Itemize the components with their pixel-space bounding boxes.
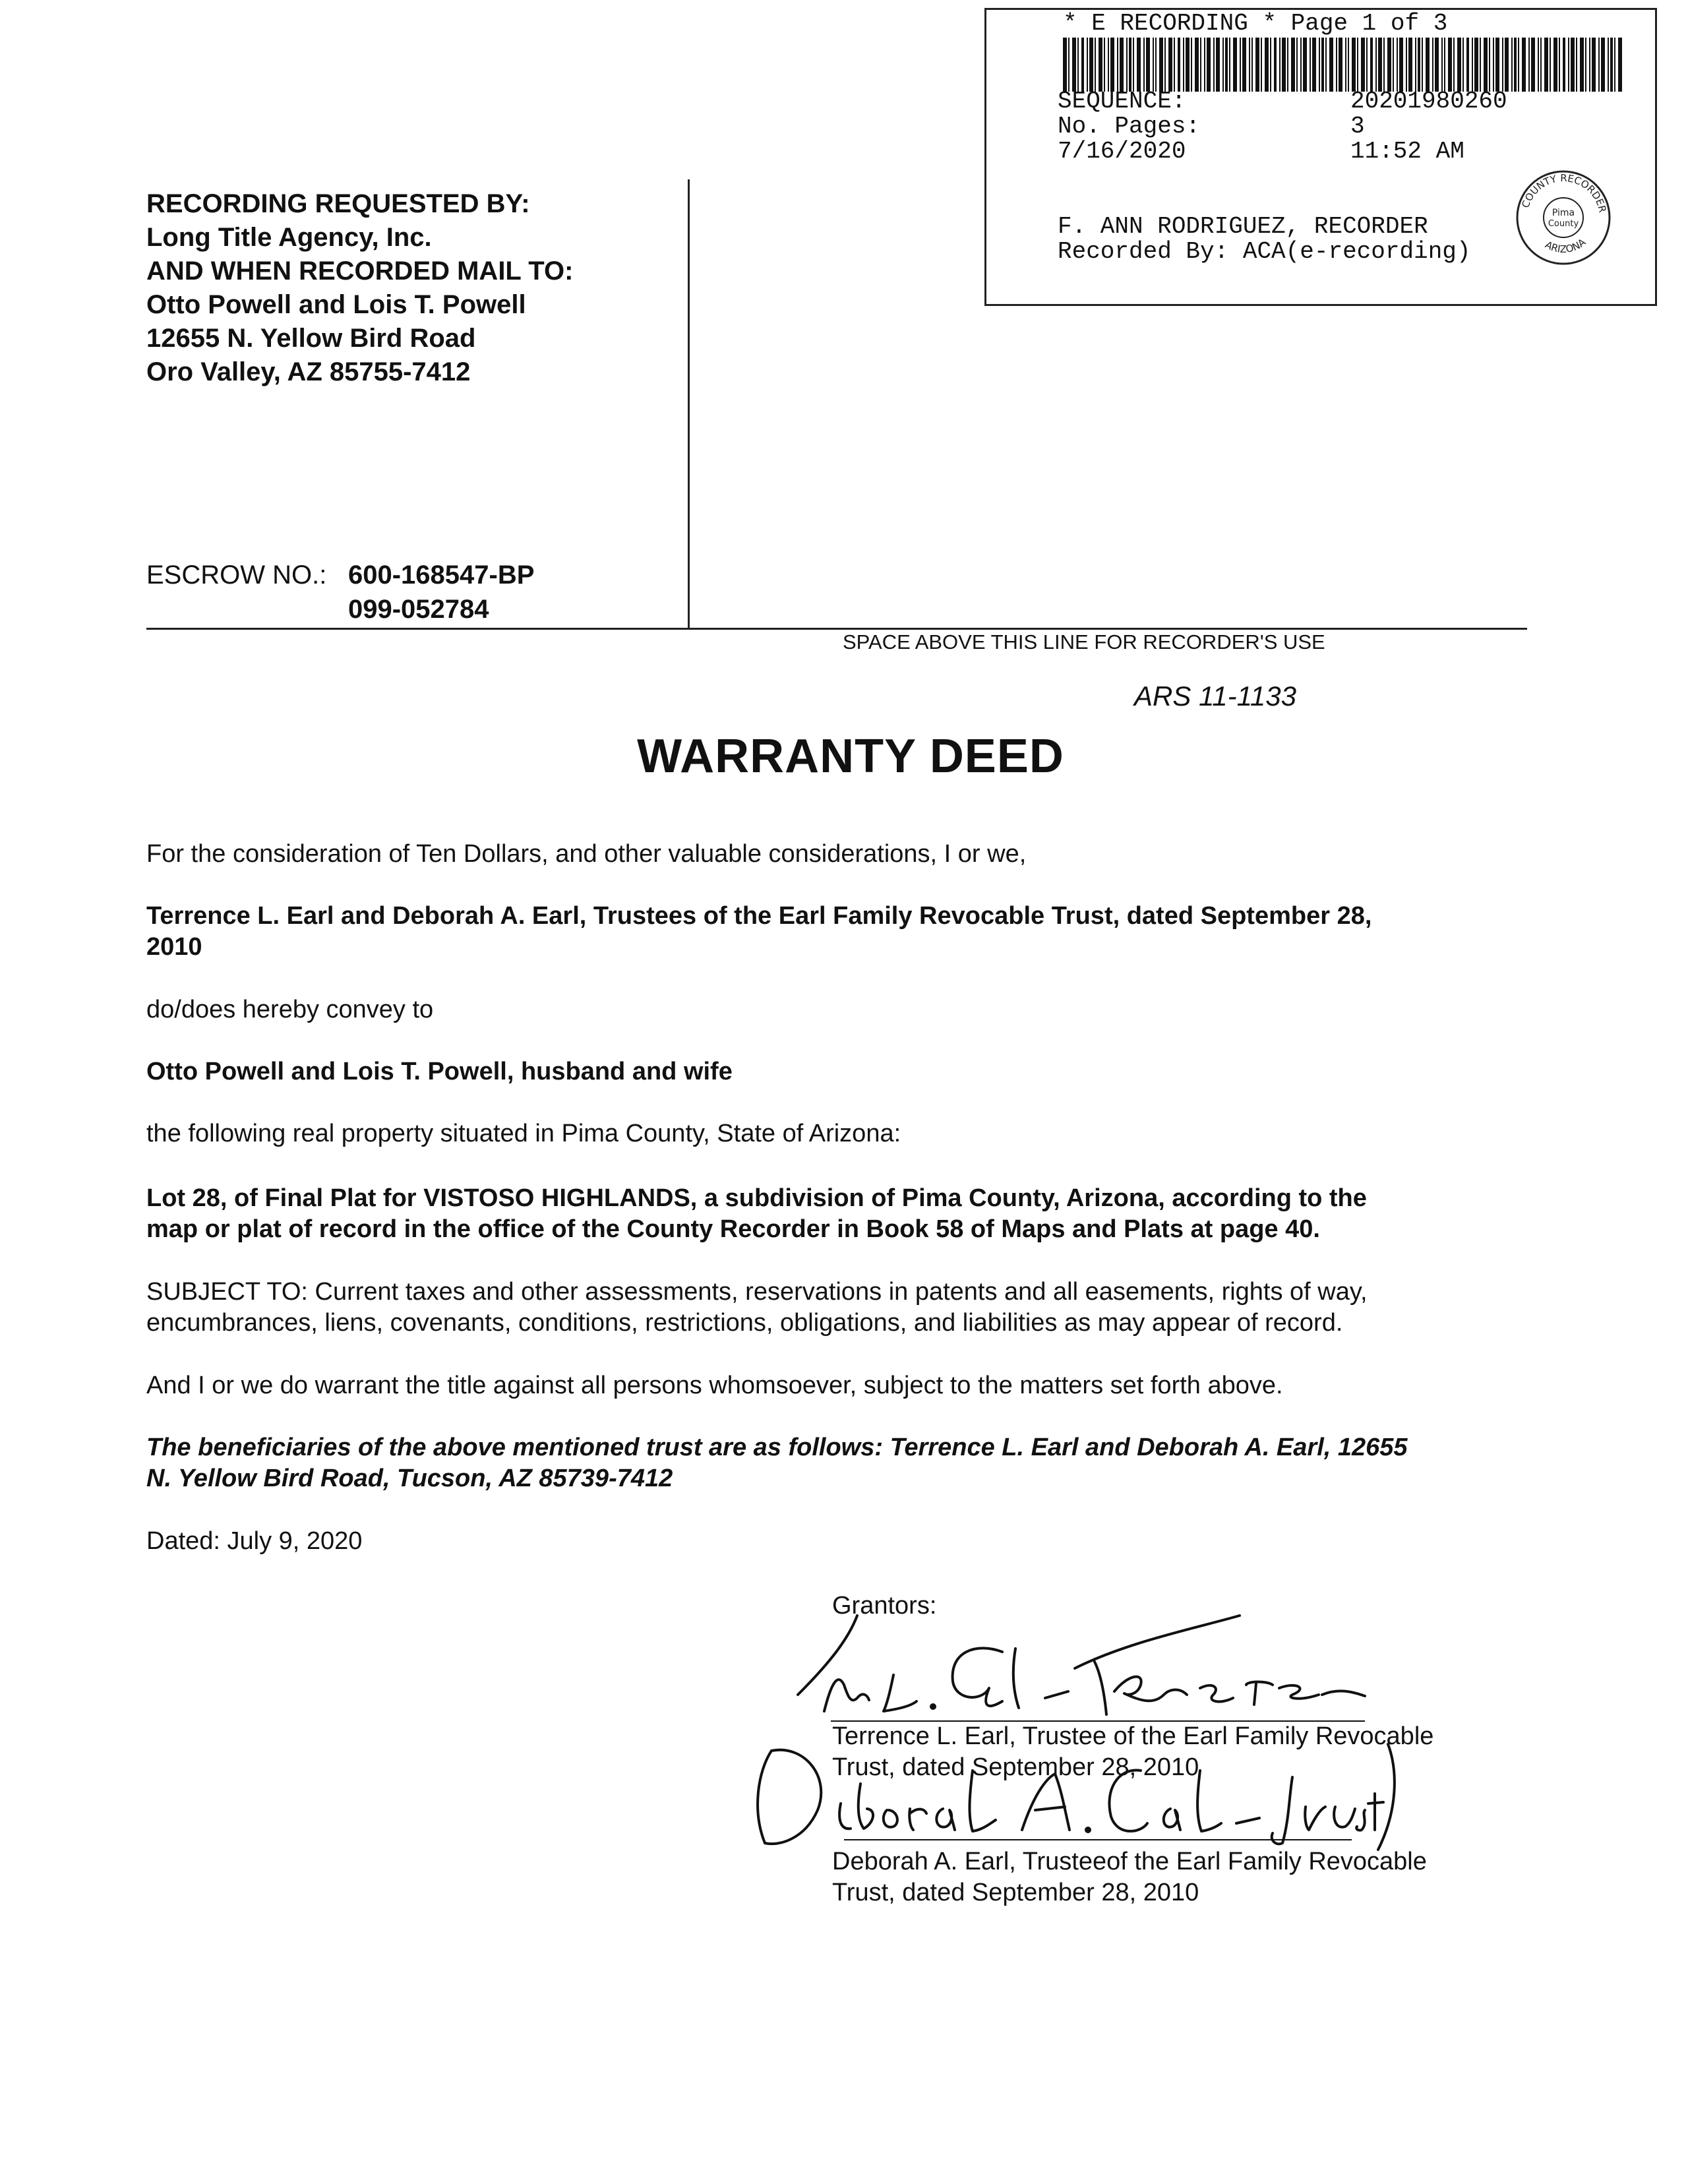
barcode-bar	[1216, 38, 1220, 92]
barcode-bar	[1287, 38, 1288, 92]
barcode-bar	[1255, 38, 1259, 92]
mail-to-city: Oro Valley, AZ 85755-7412	[146, 357, 471, 386]
barcode-bar	[1195, 38, 1199, 92]
barcode-bar	[1081, 38, 1084, 92]
barcode-bar	[1155, 38, 1157, 92]
barcode-bar	[1495, 38, 1499, 92]
barcode-bar	[1108, 38, 1109, 92]
barcode-bar	[1540, 38, 1542, 92]
barcode-bar	[1453, 38, 1455, 92]
barcode-bar	[1213, 38, 1215, 92]
grantors-line-2: 2010	[146, 933, 202, 961]
barcode-bar	[1580, 38, 1584, 92]
barcode-bar	[1099, 38, 1102, 92]
barcode-bar	[1518, 38, 1519, 92]
barcode-bar	[1387, 38, 1391, 92]
barcode-bar	[1514, 38, 1517, 92]
barcode-bar	[1339, 38, 1342, 92]
recorder-name: F. ANN RODRIGUEZ, RECORDER	[1058, 213, 1428, 240]
convey-text: do/does hereby convey to	[146, 996, 434, 1023]
barcode-bar	[1366, 38, 1368, 92]
barcode-bar	[1370, 38, 1373, 92]
barcode-bar	[1291, 38, 1295, 92]
svg-text:County: County	[1548, 219, 1579, 229]
legal-description-line-2: map or plat of record in the office of the County Recorder in Book 58 of Maps and Plats at page 40.	[146, 1215, 1320, 1243]
barcode-bar	[1559, 38, 1560, 92]
requested-by: Long Title Agency, Inc.	[146, 223, 432, 252]
record-date: 7/16/2020	[1058, 138, 1186, 165]
barcode-bar	[1087, 38, 1088, 92]
barcode-bar	[1383, 38, 1385, 92]
barcode-bar	[1472, 38, 1473, 92]
subject-to-line-1: SUBJECT TO: Current taxes and other assessments, reservations in patents and all easements, rights of way,	[146, 1278, 1368, 1306]
barcode-bar	[1089, 38, 1093, 92]
barcode	[1063, 38, 1625, 92]
barcode-bar	[1129, 38, 1131, 92]
recorder-stamp	[984, 8, 1657, 306]
barcode-bar	[1110, 38, 1114, 92]
barcode-bar	[1325, 38, 1327, 92]
barcode-bar	[1225, 38, 1228, 92]
statute-reference: ARS 11-1133	[1134, 681, 1296, 712]
document-title: WARRANTY DEED	[637, 730, 1064, 783]
signer2-line-2: Trust, dated September 28, 2010	[832, 1879, 1199, 1906]
barcode-bar	[1466, 38, 1469, 92]
barcode-bar	[1207, 38, 1211, 92]
barcode-bar	[1312, 38, 1316, 92]
barcode-bar	[1415, 38, 1416, 92]
barcode-bar	[1143, 38, 1145, 92]
barcode-bar	[1200, 38, 1201, 92]
barcode-bar	[1063, 38, 1067, 92]
barcode-bar	[1457, 38, 1461, 92]
dated-text: Dated: July 9, 2020	[146, 1527, 363, 1555]
barcode-bar	[1117, 38, 1118, 92]
grantors-label: Grantors:	[832, 1592, 937, 1620]
barcode-bar	[1422, 38, 1423, 92]
barcode-bar	[1240, 38, 1241, 92]
requested-by-label: RECORDING REQUESTED BY:	[146, 189, 530, 218]
escrow-number-secondary: 099-052784	[348, 595, 489, 624]
barcode-bar	[1296, 38, 1298, 92]
beneficiaries-line-1: The beneficiaries of the above mentioned trust are as follows: Terrence L. Earl and Deborah A. Earl, 12655	[146, 1434, 1408, 1461]
barcode-bar	[1480, 38, 1481, 92]
barcode-bar	[1432, 38, 1433, 92]
barcode-bar	[1502, 38, 1503, 92]
barcode-bar	[1397, 38, 1398, 92]
barcode-bar	[1489, 38, 1490, 92]
barcode-bar	[1618, 38, 1622, 92]
barcode-bar	[1120, 38, 1124, 92]
escrow-number: 600-168547-BP	[348, 561, 535, 590]
barcode-bar	[1592, 38, 1596, 92]
barcode-bar	[1448, 38, 1452, 92]
signature-deborah-earl	[745, 1731, 1404, 1856]
barcode-bar	[1375, 38, 1377, 92]
barcode-bar	[1544, 38, 1548, 92]
barcode-bar	[1310, 38, 1311, 92]
barcode-bar	[1598, 38, 1600, 92]
barcode-bar	[1178, 38, 1180, 92]
barcode-bar	[1242, 38, 1246, 92]
barcode-bar	[1418, 38, 1420, 92]
signer2-line-1: Deborah A. Earl, Trusteeof the Earl Family Revocable	[832, 1848, 1427, 1875]
barcode-bar	[1095, 38, 1096, 92]
barcode-bar	[1399, 38, 1403, 92]
barcode-bar	[1183, 38, 1184, 92]
county-seal-icon	[1514, 168, 1613, 267]
barcode-bar	[1164, 38, 1166, 92]
barcode-bar	[1072, 38, 1076, 92]
barcode-bar	[1303, 38, 1307, 92]
barcode-bar	[1531, 38, 1535, 92]
pages-label: No. Pages:	[1058, 113, 1201, 140]
barcode-bar	[1522, 38, 1526, 92]
barcode-bar	[1576, 38, 1577, 92]
barcode-bar	[1406, 38, 1407, 92]
barcode-bar	[1378, 38, 1382, 92]
barcode-bar	[1352, 38, 1356, 92]
barcode-bar	[1282, 38, 1286, 92]
barcode-bar	[1585, 38, 1586, 92]
barcode-bar	[1068, 38, 1070, 92]
barcode-bar	[1126, 38, 1128, 92]
mail-to-street: 12655 N. Yellow Bird Road	[146, 324, 476, 353]
signer1-line-2: Trust, dated September 28, 2010	[832, 1753, 1199, 1781]
barcode-bar	[1474, 38, 1478, 92]
barcode-bar	[1441, 38, 1443, 92]
barcode-bar	[1270, 38, 1271, 92]
barcode-bar	[1444, 38, 1445, 92]
barcode-bar	[1528, 38, 1530, 92]
recorder-use-note: SPACE ABOVE THIS LINE FOR RECORDER'S USE	[843, 630, 1325, 653]
grantees: Otto Powell and Lois T. Powell, husband and wife	[146, 1058, 733, 1085]
barcode-bar	[1279, 38, 1281, 92]
barcode-bar	[1153, 38, 1154, 92]
svg-text:ARIZONA: ARIZONA	[1543, 236, 1588, 255]
barcode-bar	[1568, 38, 1569, 92]
barcode-bar	[1608, 38, 1609, 92]
barcode-bar	[1435, 38, 1439, 92]
stamp-header: * E RECORDING * Page 1 of 3	[1063, 10, 1448, 37]
mail-to-label: AND WHEN RECORDED MAIL TO:	[146, 257, 574, 286]
barcode-bar	[1357, 38, 1358, 92]
barcode-bar	[1229, 38, 1230, 92]
barcode-bar	[1511, 38, 1513, 92]
barcode-bar	[1361, 38, 1365, 92]
barcode-bar	[1348, 38, 1349, 92]
svg-text:COUNTY RECORDER: COUNTY RECORDER	[1519, 171, 1609, 214]
sequence-label: SEQUENCE:	[1058, 88, 1186, 115]
barcode-bar	[1274, 38, 1277, 92]
recording-block	[146, 187, 573, 389]
barcode-bar	[1484, 38, 1488, 92]
barcode-bar	[1614, 38, 1615, 92]
barcode-bar	[1393, 38, 1394, 92]
consideration-text: For the consideration of Ten Dollars, and other valuable considerations, I or we,	[146, 840, 1027, 868]
barcode-bar	[1538, 38, 1539, 92]
barcode-bar	[1426, 38, 1430, 92]
barcode-bar	[1319, 38, 1320, 92]
beneficiaries-line-2: N. Yellow Bird Road, Tucson, AZ 85739-7412	[146, 1465, 673, 1492]
barcode-bar	[1462, 38, 1464, 92]
recorded-by: Recorded By: ACA(e-recording)	[1058, 238, 1471, 265]
svg-text:Pima: Pima	[1552, 208, 1575, 218]
barcode-bar	[1168, 38, 1172, 92]
sequence-value: 20201980260	[1350, 88, 1507, 115]
situated-text: the following real property situated in Pima County, State of Arizona:	[146, 1120, 901, 1147]
recorder-use-line	[146, 628, 1527, 630]
barcode-bar	[1249, 38, 1250, 92]
pages-value: 3	[1350, 113, 1365, 140]
barcode-bar	[1493, 38, 1494, 92]
barcode-bar	[1408, 38, 1412, 92]
barcode-bar	[1553, 38, 1557, 92]
escrow-label: ESCROW NO.:	[146, 561, 327, 590]
barcode-bar	[1146, 38, 1150, 92]
warranty-text: And I or we do warrant the title against all persons whomsoever, subject to the matters set forth above.	[146, 1372, 1283, 1399]
barcode-bar	[1300, 38, 1302, 92]
barcode-bar	[1610, 38, 1613, 92]
signature-terrence-earl	[785, 1596, 1404, 1734]
barcode-bar	[1186, 38, 1190, 92]
header-divider-vertical	[688, 179, 690, 629]
grantors-line-1: Terrence L. Earl and Deborah A. Earl, Trustees of the Earl Family Revocable Trust, dated September 28,	[146, 902, 1372, 930]
barcode-bar	[1265, 38, 1269, 92]
barcode-bar	[1589, 38, 1590, 92]
barcode-bar	[1104, 38, 1105, 92]
barcode-bar	[1336, 38, 1337, 92]
barcode-bar	[1159, 38, 1163, 92]
barcode-bar	[1550, 38, 1551, 92]
barcode-bar	[1251, 38, 1253, 92]
barcode-bar	[1191, 38, 1192, 92]
barcode-bar	[1261, 38, 1262, 92]
barcode-bar	[1505, 38, 1509, 92]
signer1-line-1: Terrence L. Earl, Trustee of the Earl Family Revocable	[832, 1722, 1434, 1750]
barcode-bar	[1174, 38, 1175, 92]
barcode-bar	[1329, 38, 1333, 92]
barcode-bar	[1077, 38, 1079, 92]
barcode-bar	[1222, 38, 1224, 92]
legal-description-line-1: Lot 28, of Final Plat for VISTOSO HIGHLANDS, a subdivision of Pima County, Arizona, according to the	[146, 1184, 1367, 1212]
record-time: 11:52 AM	[1350, 138, 1464, 165]
barcode-bar	[1571, 38, 1575, 92]
subject-to-line-2: encumbrances, liens, covenants, conditions, restrictions, obligations, and liabilities as may appear of record.	[146, 1309, 1343, 1337]
barcode-bar	[1137, 38, 1141, 92]
barcode-bar	[1204, 38, 1205, 92]
mail-to-name: Otto Powell and Lois T. Powell	[146, 290, 526, 319]
barcode-bar	[1563, 38, 1565, 92]
barcode-bar	[1133, 38, 1134, 92]
barcode-bar	[1601, 38, 1605, 92]
barcode-bar	[1233, 38, 1237, 92]
barcode-bar	[1321, 38, 1324, 92]
barcode-bar	[1345, 38, 1346, 92]
